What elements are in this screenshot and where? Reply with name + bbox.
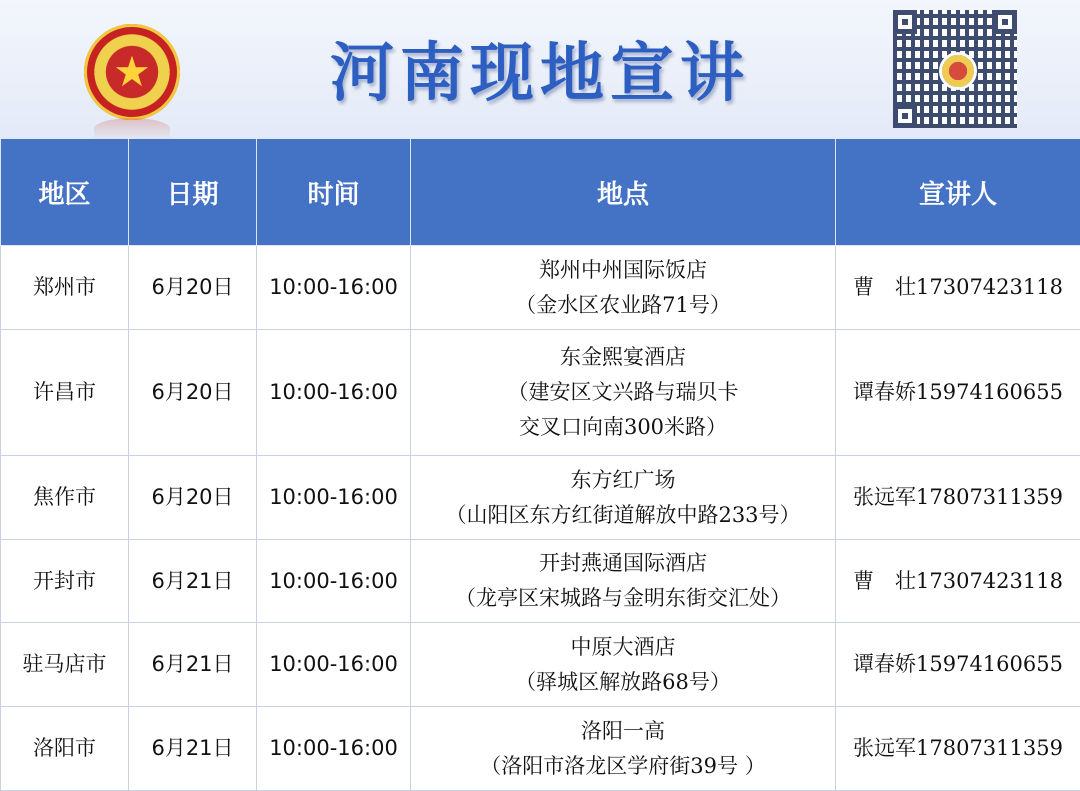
table-row <box>1 707 1080 791</box>
place-address: （金水区农业路71号） <box>411 288 835 323</box>
place-cell <box>411 540 836 623</box>
table-row <box>1 246 1080 330</box>
speaker-cell <box>836 623 1080 707</box>
header-row <box>1 139 1080 246</box>
place-name: 郑州中州国际饭店 <box>411 253 835 288</box>
date-cell: 6月21日 <box>129 623 257 707</box>
date-cell: 6月20日 <box>129 456 257 540</box>
speaker-name: 曹 壮 <box>853 270 916 305</box>
place-name: 开封燕通国际酒店 <box>411 546 835 581</box>
table-row <box>1 540 1080 623</box>
speaker-phone: 17307423118 <box>916 564 1063 599</box>
table-row <box>1 330 1080 456</box>
speaker-cell <box>836 707 1080 791</box>
place-address: （驿城区解放路68号） <box>411 665 835 700</box>
speaker-name: 曹 壮 <box>853 564 916 599</box>
speaker-name: 谭春娇 <box>853 647 916 682</box>
speaker-phone: 17807311359 <box>916 480 1063 515</box>
col-header-time: 时间 <box>257 139 411 246</box>
speaker-name: 谭春娇 <box>853 375 916 410</box>
star-icon: ★ <box>84 24 180 120</box>
speaker-cell <box>836 540 1080 623</box>
region-cell: 驻马店市 <box>1 623 129 707</box>
place-name: 洛阳一高 <box>411 714 835 749</box>
place-name: 中原大酒店 <box>411 630 835 665</box>
region-cell: 许昌市 <box>1 330 129 456</box>
region-cell: 开封市 <box>1 540 129 623</box>
place-name: 东金熙宴酒店 <box>411 340 835 375</box>
qr-finder-icon <box>893 104 917 128</box>
date-cell: 6月21日 <box>129 707 257 791</box>
col-header-region: 地区 <box>1 139 129 246</box>
table-row <box>1 623 1080 707</box>
speaker-phone: 17307423118 <box>916 270 1063 305</box>
place-address: （龙亭区宋城路与金明东街交汇处） <box>411 581 835 616</box>
time-cell: 10:00-16:00 <box>257 707 411 791</box>
time-cell: 10:00-16:00 <box>257 330 411 456</box>
speaker-cell <box>836 330 1080 456</box>
place-address: （山阳区东方红街道解放中路233号） <box>411 498 835 533</box>
speaker-phone: 15974160655 <box>916 375 1063 410</box>
time-cell: 10:00-16:00 <box>257 540 411 623</box>
time-cell: 10:00-16:00 <box>257 246 411 330</box>
place-cell <box>411 246 836 330</box>
speaker-name: 张远军 <box>853 480 916 515</box>
table-row <box>1 456 1080 540</box>
place-name: 东方红广场 <box>411 463 835 498</box>
banner <box>0 0 1080 138</box>
speaker-cell <box>836 246 1080 330</box>
col-header-date: 日期 <box>129 139 257 246</box>
place-address: 交叉口向南300米路） <box>411 410 835 445</box>
qr-code-icon <box>893 10 1017 128</box>
speaker-phone: 17807311359 <box>916 731 1063 766</box>
region-cell: 郑州市 <box>1 246 129 330</box>
region-cell: 洛阳市 <box>1 707 129 791</box>
qr-center-logo <box>939 52 977 90</box>
qr-finder-icon <box>993 10 1017 34</box>
place-address: （洛阳市洛龙区学府街39号 ） <box>411 749 835 784</box>
speaker-name: 张远军 <box>853 731 916 766</box>
time-cell: 10:00-16:00 <box>257 623 411 707</box>
place-address: （建安区文兴路与瑞贝卡 <box>411 375 835 410</box>
qr-finder-icon <box>893 10 917 34</box>
page-title: 河南现地宣讲 <box>0 22 1080 114</box>
schedule-table <box>0 138 1080 791</box>
place-cell <box>411 330 836 456</box>
region-cell: 焦作市 <box>1 456 129 540</box>
date-cell: 6月20日 <box>129 246 257 330</box>
speaker-phone: 15974160655 <box>916 647 1063 682</box>
col-header-place: 地点 <box>411 139 836 246</box>
date-cell: 6月21日 <box>129 540 257 623</box>
date-cell: 6月20日 <box>129 330 257 456</box>
place-cell <box>411 623 836 707</box>
col-header-speaker: 宣讲人 <box>836 139 1080 246</box>
emblem-reflection <box>94 118 170 140</box>
time-cell: 10:00-16:00 <box>257 456 411 540</box>
place-cell <box>411 456 836 540</box>
place-cell <box>411 707 836 791</box>
speaker-cell <box>836 456 1080 540</box>
